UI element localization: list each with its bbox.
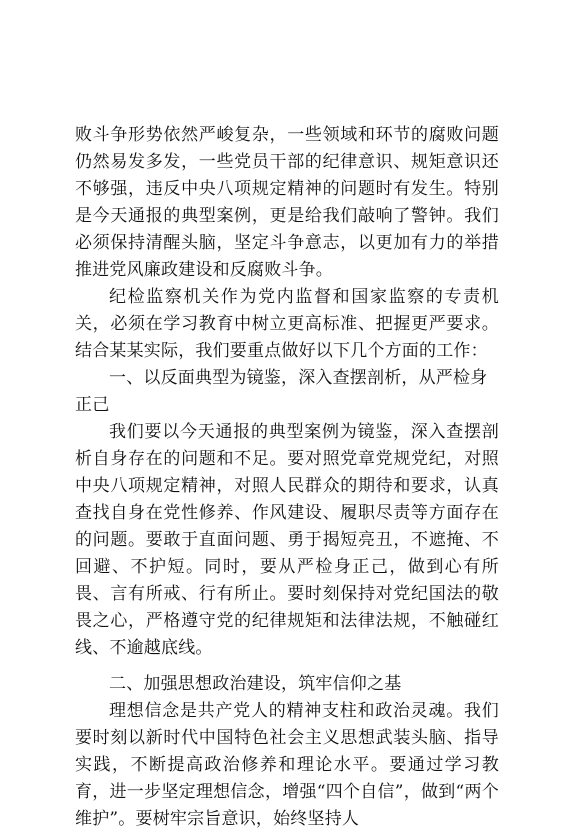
section-heading-2: 二、加强思想政治建设，筑牢信仰之基	[109, 674, 402, 694]
section-heading-1: 一、以反面典型为镜鉴，深入查摆剖析，从严检身正己	[75, 368, 488, 415]
body-paragraph-3: 我们要以今天通报的典型案例为镜鉴，深入查摆剖析自身存在的问题和不足。要对照党章党规党纪，对照中央八项规定精神，对照人民群众的期待和要求，认真查找自身在党性修养、作风建设、履职尽责等方面存在的问题。要敢于直面问题、勇于揭短亮丑，不遮掩、不回避、不护短。同时，要从严检身正己，做到心有所畏、言有所戒、行有所止。要时刻保持对党纪国法的敬畏之心，严格遵守党的纪律规矩和法律法规，不触碰红线、不逾越底线。	[75, 422, 499, 658]
body-paragraph-4: 理想信念是共产党人的精神支柱和政治灵魂。我们要时刻以新时代中国特色社会主义思想武装头脑、指导实践，不断提高政治修养和理论水平。要通过学习教育，进一步坚定理想信念，增强“四个自信”，做到“两个维护”。要树牢宗旨意识，始终坚持人	[75, 701, 499, 829]
body-paragraph-1: 败斗争形势依然严峻复杂，一些领域和环节的腐败问题仍然易发多发，一些党员干部的纪律意识、规矩意识还不够强，违反中央八项规定精神的问题时有发生。特别是今天通报的典型案例，更是给我们敲响了警钟。我们必须保持清醒头脑，坚定斗争意志，以更加有力的举措推进党风廉政建设和反腐败斗争。	[75, 125, 499, 280]
document-page	[75, 122, 499, 833]
body-paragraph-2: 纪检监察机关作为党内监督和国家监察的专责机关，必须在学习教育中树立更高标准、把握更严要求。结合某某实际，我们要重点做好以下几个方面的工作：	[75, 287, 499, 361]
